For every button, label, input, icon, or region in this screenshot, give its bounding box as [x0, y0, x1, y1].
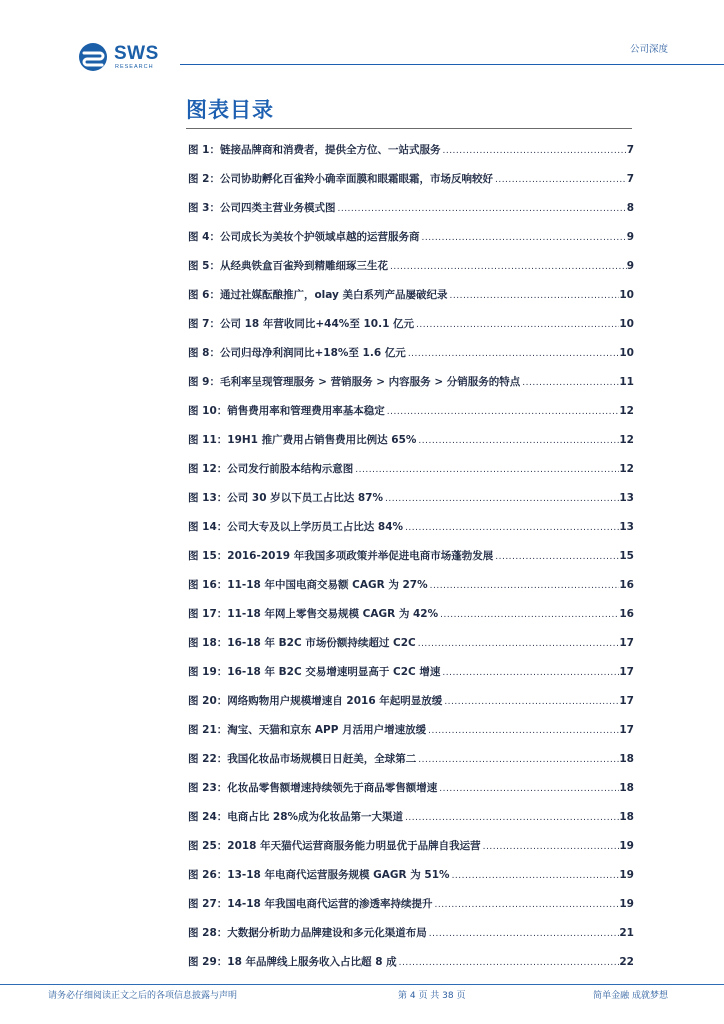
- toc-entry-label: 图 3：公司四类主营业务模式图: [188, 202, 336, 214]
- toc-entry[interactable]: [188, 716, 634, 745]
- brand-name: SWS: [114, 43, 159, 64]
- toc-entry[interactable]: [188, 803, 634, 832]
- toc-entry-page: 18: [619, 811, 634, 823]
- toc-leader-dots: [403, 514, 619, 543]
- toc-entry-page: 7: [626, 173, 634, 185]
- toc-entry[interactable]: [188, 397, 634, 426]
- toc-entry[interactable]: [188, 629, 634, 658]
- toc-entry-page: 22: [619, 956, 634, 968]
- toc-entry-page: 12: [619, 405, 634, 417]
- toc-entry-label: 图 20：网络购物用户规模增速自 2016 年起明显放缓: [188, 695, 443, 707]
- toc-entry[interactable]: [188, 600, 634, 629]
- toc-entry[interactable]: [188, 426, 634, 455]
- toc-entry[interactable]: [188, 455, 634, 484]
- toc-entry[interactable]: [188, 310, 634, 339]
- toc-entry[interactable]: [188, 571, 634, 600]
- footer-disclaimer: 请务必仔细阅读正文之后的各项信息披露与声明: [48, 991, 238, 1001]
- toc-leader-dots: [520, 369, 619, 398]
- toc-entry-page: 16: [619, 608, 634, 620]
- toc-leader-dots: [416, 427, 619, 456]
- toc-entry-label: 图 1：链接品牌商和消费者，提供全方位、一站式服务: [188, 144, 441, 156]
- toc-entry-page: 17: [619, 666, 634, 678]
- toc-entry[interactable]: [188, 165, 634, 194]
- toc-entry-page: 19: [619, 869, 634, 881]
- toc-entry-label: 图 9：毛利率呈现管理服务 > 营销服务 > 内容服务 > 分销服务的特点: [188, 376, 521, 388]
- toc-entry[interactable]: [188, 281, 634, 310]
- toc-entry-label: 图 19：16-18 年 B2C 交易增速明显高于 C2C 增速: [188, 666, 441, 678]
- toc-entry-page: 16: [619, 579, 634, 591]
- toc-leader-dots: [481, 833, 620, 862]
- toc-entry[interactable]: [188, 513, 634, 542]
- report-type-tag: 公司深度: [629, 44, 668, 55]
- toc-entry[interactable]: [188, 542, 634, 571]
- toc-leader-dots: [403, 804, 619, 833]
- toc-entry-page: 18: [619, 753, 634, 765]
- toc-entry-page: 13: [619, 492, 634, 504]
- toc-entry-label: 图 23：化妆品零售额增速持续领先于商品零售额增速: [188, 782, 438, 794]
- toc-leader-dots: [493, 543, 619, 572]
- toc-entry-label: 图 8：公司归母净利润同比+18%至 1.6 亿元: [188, 347, 406, 359]
- toc-entry-page: 7: [626, 144, 634, 156]
- toc-entry-label: 图 25：2018 年天猫代运营商服务能力明显优于品牌自我运营: [188, 840, 481, 852]
- toc-leader-dots: [493, 166, 627, 195]
- header-divider: [180, 64, 724, 65]
- toc-entry-label: 图 27：14-18 年我国电商代运营的渗透率持续提升: [188, 898, 433, 910]
- toc-entry-page: 19: [619, 898, 634, 910]
- toc-entry[interactable]: [188, 890, 634, 919]
- toc-entry[interactable]: [188, 774, 634, 803]
- toc-entry[interactable]: [188, 658, 634, 687]
- toc-entry[interactable]: [188, 745, 634, 774]
- toc-entry-label: 图 26：13-18 年电商代运营服务规模 GAGR 为 51%: [188, 869, 450, 881]
- toc-leader-dots: [419, 224, 626, 253]
- toc-entry[interactable]: [188, 687, 634, 716]
- toc-leader-dots: [448, 282, 620, 311]
- toc-entry-label: 图 13：公司 30 岁以下员工占比达 87%: [188, 492, 383, 504]
- toc-entry-label: 图 6：通过社媒酝酿推广，olay 美白系列产品屡破纪录: [188, 289, 448, 301]
- toc-entry[interactable]: [188, 136, 634, 165]
- toc-entry[interactable]: [188, 194, 634, 223]
- footer-divider: [0, 984, 724, 985]
- toc-entry-page: 8: [626, 202, 634, 214]
- toc-entry-label: 图 12：公司发行前股本结构示意图: [188, 463, 354, 475]
- toc-entry-label: 图 17：11-18 年网上零售交易规模 CAGR 为 42%: [188, 608, 439, 620]
- toc-entry[interactable]: [188, 339, 634, 368]
- toc-leader-dots: [428, 572, 620, 601]
- toc-leader-dots: [397, 949, 620, 978]
- toc-entry[interactable]: [188, 368, 634, 397]
- toc-entry-label: 图 18：16-18 年 B2C 市场份额持续超过 C2C: [188, 637, 416, 649]
- toc-leader-dots: [426, 717, 619, 746]
- toc-leader-dots: [416, 630, 620, 659]
- toc-entry-page: 13: [619, 521, 634, 533]
- toc-leader-dots: [335, 195, 626, 224]
- figure-index-list: [188, 136, 634, 977]
- toc-entry-label: 图 24：电商占比 28%成为化妆品第一大渠道: [188, 811, 404, 823]
- toc-entry-page: 17: [619, 724, 634, 736]
- toc-entry-label: 图 11：19H1 推广费用占销售费用比例达 65%: [188, 434, 417, 446]
- toc-entry-label: 图 5：从经典铁盒百雀羚到精雕细琢三生花: [188, 260, 388, 272]
- toc-leader-dots: [388, 253, 627, 282]
- toc-leader-dots: [414, 311, 619, 340]
- toc-leader-dots: [416, 746, 619, 775]
- toc-entry[interactable]: [188, 223, 634, 252]
- toc-entry-label: 图 7：公司 18 年营收同比+44%至 10.1 亿元: [188, 318, 415, 330]
- toc-entry[interactable]: [188, 484, 634, 513]
- toc-entry-page: 17: [619, 695, 634, 707]
- footer-page-number: 第 4 页 共 38 页: [398, 991, 466, 1001]
- toc-leader-dots: [442, 688, 619, 717]
- page-title: 图表目录: [186, 98, 274, 122]
- toc-entry-page: 10: [619, 289, 634, 301]
- toc-leader-dots: [433, 891, 620, 920]
- toc-entry-page: 17: [619, 637, 634, 649]
- toc-leader-dots: [353, 456, 619, 485]
- toc-leader-dots: [450, 862, 620, 891]
- brand-logo: [78, 42, 188, 74]
- brand-subtitle: RESEARCH: [115, 64, 154, 70]
- toc-entry-page: 9: [626, 231, 634, 243]
- toc-entry[interactable]: [188, 948, 634, 977]
- toc-leader-dots: [440, 659, 619, 688]
- toc-leader-dots: [438, 601, 619, 630]
- toc-entry[interactable]: [188, 832, 634, 861]
- toc-entry-page: 10: [619, 318, 634, 330]
- title-divider: [186, 128, 632, 129]
- toc-entry-label: 图 4：公司成长为美妆个护领域卓越的运营服务商: [188, 231, 420, 243]
- toc-leader-dots: [385, 398, 620, 427]
- toc-entry[interactable]: [188, 252, 634, 281]
- toc-entry-label: 图 15：2016-2019 年我国多项政策并举促进电商市场蓬勃发展: [188, 550, 494, 562]
- toc-entry-label: 图 10：销售费用率和管理费用率基本稳定: [188, 405, 385, 417]
- toc-leader-dots: [383, 485, 619, 514]
- toc-leader-dots: [437, 775, 619, 804]
- toc-entry-label: 图 2：公司协助孵化百雀羚小确幸面膜和眼霜眼霜，市场反响较好: [188, 173, 493, 185]
- toc-entry-page: 12: [619, 434, 634, 446]
- toc-entry-label: 图 14：公司大专及以上学历员工占比达 84%: [188, 521, 404, 533]
- toc-entry-page: 10: [619, 347, 634, 359]
- toc-entry-label: 图 22：我国化妆品市场规模日日赶美，全球第二: [188, 753, 417, 765]
- toc-entry-label: 图 16：11-18 年中国电商交易额 CAGR 为 27%: [188, 579, 428, 591]
- toc-entry-page: 19: [619, 840, 634, 852]
- toc-entry-label: 图 28：大数据分析助力品牌建设和多元化渠道布局: [188, 927, 427, 939]
- footer-slogan: 简单金融 成就梦想: [593, 991, 668, 1001]
- toc-entry[interactable]: [188, 919, 634, 948]
- toc-entry-label: 图 21：淘宝、天猫和京东 APP 月活用户增速放缓: [188, 724, 427, 736]
- toc-entry-label: 图 29：18 年品牌线上服务收入占比超 8 成: [188, 956, 397, 968]
- toc-entry-page: 12: [619, 463, 634, 475]
- toc-entry[interactable]: [188, 861, 634, 890]
- toc-entry-page: 21: [619, 927, 634, 939]
- sws-logo-icon: [78, 42, 108, 72]
- toc-leader-dots: [440, 137, 626, 166]
- toc-entry-page: 11: [619, 376, 634, 388]
- toc-entry-page: 18: [619, 782, 634, 794]
- toc-leader-dots: [406, 340, 620, 369]
- toc-entry-page: 9: [626, 260, 634, 272]
- toc-entry-page: 15: [619, 550, 634, 562]
- toc-leader-dots: [427, 920, 620, 949]
